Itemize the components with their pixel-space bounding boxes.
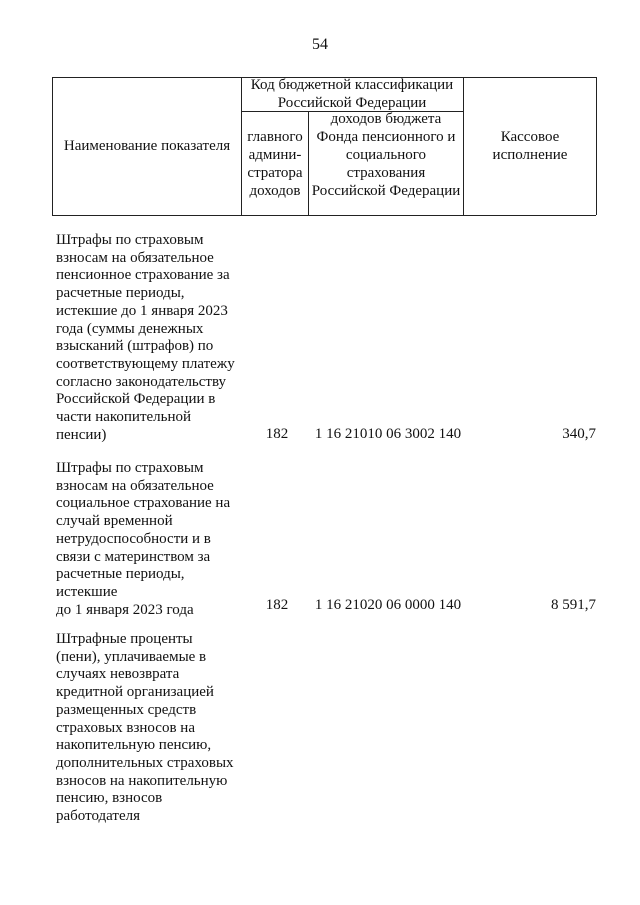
row-name: Штрафы по страховым взносам на обязательное социальное страхование на случай временной нетрудоспособности и в связи с материнством за расчетные периоды, истекшие до 1 января 2023 года (56, 460, 231, 618)
row-amount: 8 591,7 (551, 597, 596, 613)
header-amount-col: Кассовое исполнение (492, 129, 568, 163)
header-right-border (596, 77, 597, 215)
row-name: Штрафные проценты (пени), уплачиваемые в случаях невозврата кредитной организацией размещенных средств страховых взносов на накопительную пенсию, дополнительных страховых взносов на накопительную пенсию, взносов работодателя (56, 631, 234, 825)
row-amount: 340,7 (562, 426, 596, 442)
header-admin-col: главного админи-стратора доходов (247, 129, 303, 199)
header-col-divider-3 (463, 77, 464, 215)
row-kbk-code: 1 16 21020 06 0000 140 (314, 597, 462, 613)
header-kbk-group: Код бюджетной классификации Российской Федерации (250, 77, 454, 111)
header-revenue-col: доходов бюджета Фонда пенсионного и социального страхования Российской Федерации (311, 111, 461, 199)
row-name: Штрафы по страховым взносам на обязательное пенсионное страхование за расчетные периоды, истекшие до 1 января 2023 года (суммы денежных взысканий (штрафов) по соответствующему платежу согласно законодательству Российской Федерации в части накопительной пенсии) (56, 232, 235, 443)
row-kbk-code: 1 16 21010 06 3002 140 (314, 426, 462, 442)
header-col-divider-1 (241, 77, 242, 215)
header-name-col: Наименование показателя (63, 138, 231, 154)
header-bottom-border (52, 215, 596, 216)
page-number: 54 (312, 36, 328, 53)
row-admin-code: 182 (265, 426, 289, 442)
header-col-divider-2 (308, 111, 309, 215)
row-admin-code: 182 (265, 597, 289, 613)
header-left-border (52, 77, 53, 215)
